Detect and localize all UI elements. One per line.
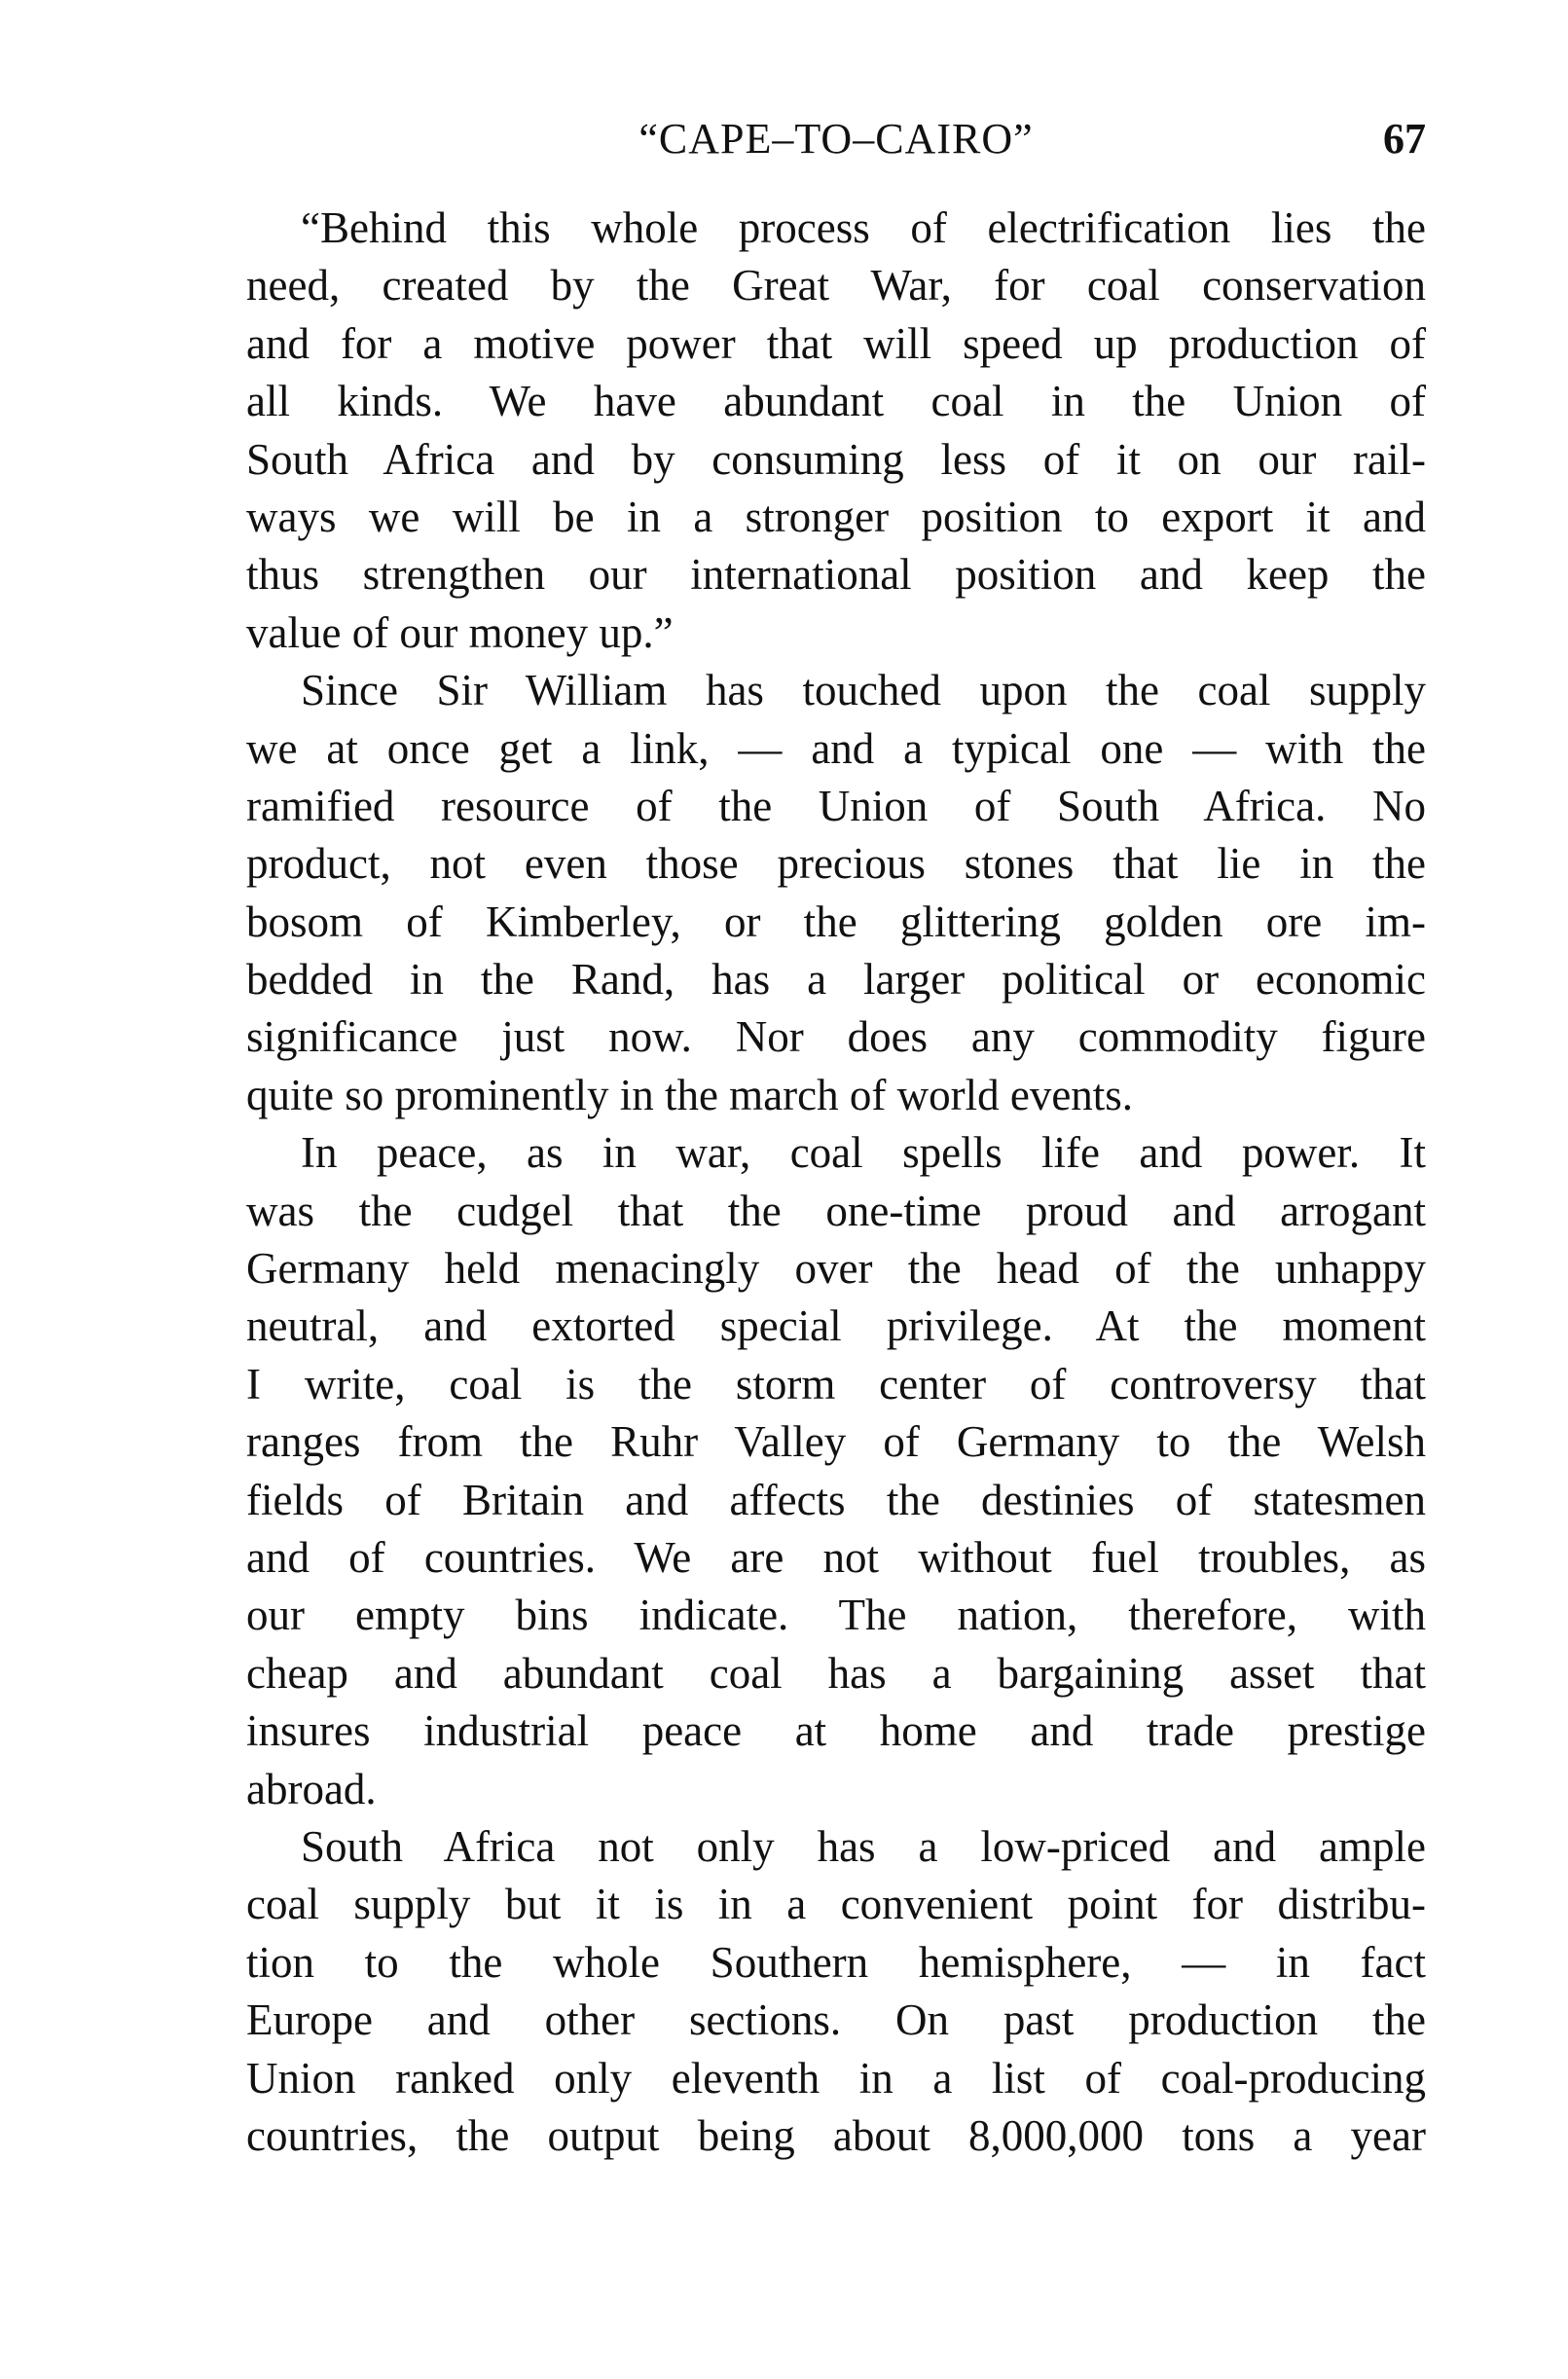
text-line: Europe and other sections. On past production the (246, 1995, 1426, 2045)
page-header (246, 112, 1426, 166)
paragraph (246, 200, 1426, 662)
text-line: South Africa and by consuming less of it on our rail- (246, 434, 1426, 484)
text-line: and for a motive power that will speed up production of (246, 318, 1426, 368)
text-line: thus strengthen our international position and keep the (246, 550, 1426, 600)
text-line: coal supply but it is in a convenient point for distribu- (246, 1880, 1426, 1929)
paragraph (246, 1124, 1426, 1818)
text-line: I write, coal is the storm center of controversy that (246, 1359, 1426, 1409)
text-line: neutral, and extorted special privilege. At the moment (246, 1301, 1426, 1351)
text-line: fields of Britain and affects the destinies of statesmen (246, 1475, 1426, 1524)
text-line: ramified resource of the Union of South Africa. No (246, 781, 1426, 830)
text-line: was the cudgel that the one-time proud and arrogant (246, 1186, 1426, 1235)
text-line: countries, the output being about 8,000,000 tons a year (246, 2110, 1426, 2160)
text-line: significance just now. Nor does any commodity figure (246, 1012, 1426, 1062)
text-line: Union ranked only eleventh in a list of coal-producing (246, 2053, 1426, 2103)
text-line: “Behind this whole process of electrification lies the (301, 203, 1426, 252)
text-line: Germany held menacingly over the head of the unhappy (246, 1244, 1426, 1294)
text-line: quite so prominently in the march of world events. (246, 1070, 1134, 1119)
text-line: bosom of Kimberley, or the glittering golden ore im- (246, 897, 1426, 946)
text-line: we at once get a link, — and a typical one — with the (246, 723, 1426, 773)
text-line: ways we will be in a stronger position to export it and (246, 492, 1426, 541)
text-line: our empty bins indicate. The nation, therefore, with (246, 1591, 1426, 1640)
paragraph (246, 662, 1426, 1124)
text-line: insures industrial peace at home and trade prestige (246, 1706, 1426, 1756)
text-line: cheap and abundant coal has a bargaining asset that (246, 1648, 1426, 1698)
running-title: “CAPE–TO–CAIRO” (638, 115, 1034, 163)
text-line: ranges from the Ruhr Valley of Germany to the Welsh (246, 1417, 1426, 1467)
text-line: and of countries. We are not without fuel troubles, as (246, 1532, 1426, 1582)
text-line: tion to the whole Southern hemisphere, — in fact (246, 1937, 1426, 1987)
text-line: Since Sir William has touched upon the coal supply (301, 666, 1426, 715)
text-line: all kinds. We have abundant coal in the Union of (246, 377, 1426, 426)
text-line: need, created by the Great War, for coal conservation (246, 261, 1426, 311)
text-line: value of our money up.” (246, 607, 674, 657)
body-text (246, 200, 1426, 2165)
paragraph (246, 1818, 1426, 2165)
text-line: South Africa not only has a low-priced and ample (301, 1821, 1426, 1871)
page-number: 67 (1383, 115, 1426, 163)
text-line: bedded in the Rand, has a larger political or economic (246, 955, 1426, 1005)
text-line: product, not even those precious stones that lie in the (246, 839, 1426, 889)
text-line: abroad. (246, 1764, 377, 1813)
text-line: In peace, as in war, coal spells life and power. It (301, 1128, 1426, 1178)
